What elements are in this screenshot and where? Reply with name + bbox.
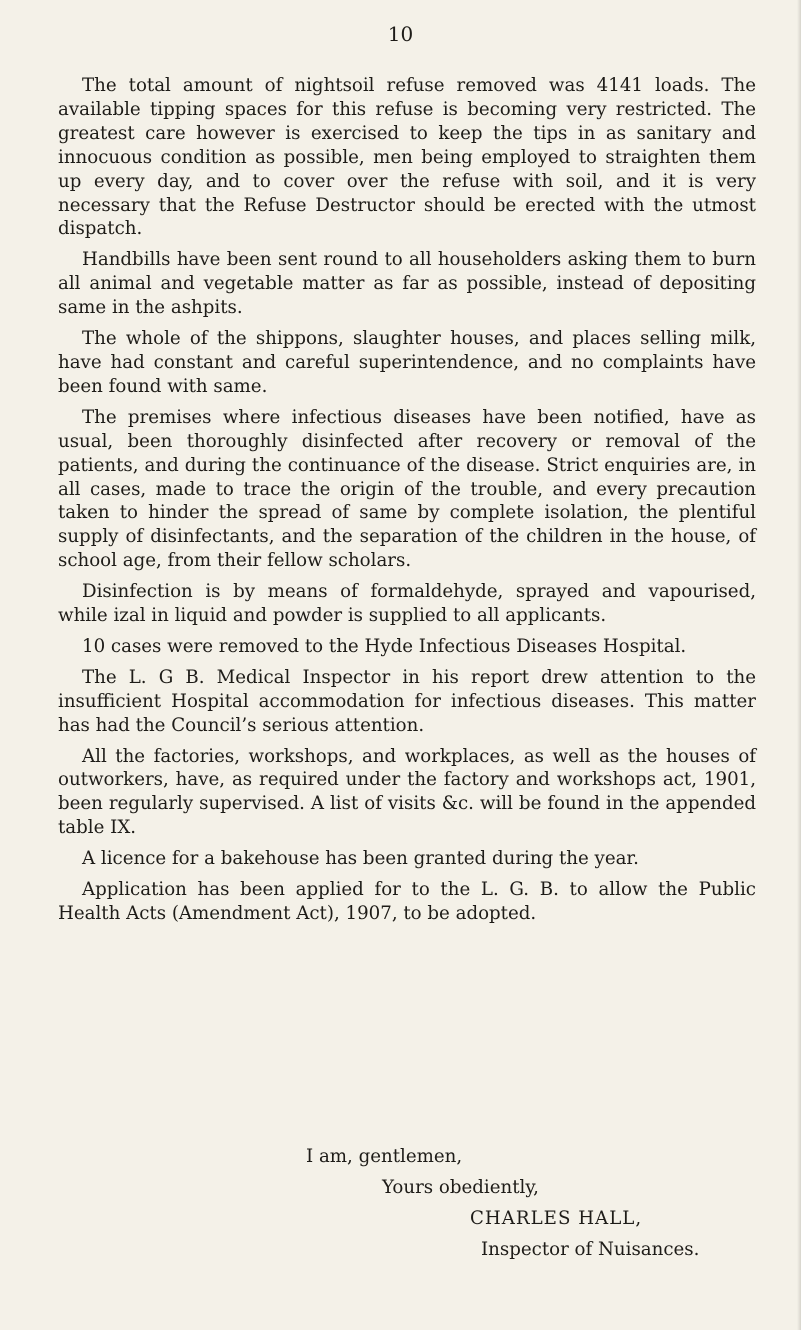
signature-title: Inspector of Nuisances. <box>481 1239 700 1260</box>
report-body <box>58 74 756 933</box>
paragraph-disinfection: Disinfection is by means of formaldehyde, sprayed and vapourised, while izal in liquid and powder is supplied to all applicants. <box>58 581 756 627</box>
paragraph-infectious-premises: The premises where infectious diseases have been notified, have as usual, been thoroughly disinfected after recovery or removal of the patients, and during the continuance of the disease. Strict enquiries are, in all cases, made to trace the origin of the trouble, and every precaution taken to hinder the spread of same by complete isolation, the plentiful supply of disinfectants, and the separation of the children in the house, of school age, from their fellow scholars. <box>58 406 756 572</box>
paragraph-hospital-cases: 10 cases were removed to the Hyde Infectious Diseases Hospital. <box>82 635 687 657</box>
paragraph-handbills: Handbills have been sent round to all householders asking them to burn all animal and vegetable matter as far as possible, instead of depositing same in the ashpits. <box>58 249 756 319</box>
paragraph-shippons: The whole of the shippons, slaughter houses, and places selling milk, have had constant and careful superintendence, and no complaints have been found with same. <box>58 328 756 397</box>
paragraph-factories: All the factories, workshops, and workplaces, as well as the houses of outworkers, have, as required under the factory and workshops act, 1901, been regularly supervised. A list of visits &c. will be found in the appended table IX. <box>58 745 756 839</box>
paragraph-bakehouse: A licence for a bakehouse has been granted during the year. <box>82 848 639 870</box>
signature-name: CHARLES HALL, <box>470 1208 643 1229</box>
valediction: Yours obediently, <box>382 1177 539 1198</box>
paragraph-nightsoil: The total amount of nightsoil refuse removed was 4141 loads. The available tipping spaces for this refuse is becoming very restricted. The greatest care however is exercised to keep the tips in as sanitary and innocuous condition as possible, men being employed to straighten them up every day, and to cover over the refuse with soil, and it is very necessary that the Refuse Destructor should be erected with the utmost dispatch. <box>58 75 756 240</box>
page-edge-shadow <box>797 0 801 1330</box>
page-number: 10 <box>387 22 414 46</box>
paragraph-application: Application has been applied for to the L. G. B. to allow the Public Health Acts (Amendment Act), 1907, to be adopted. <box>58 879 756 924</box>
paragraph-medical-inspector: The L. G B. Medical Inspector in his report drew attention to the insufficient Hospital accommodation for infectious diseases. This matter has had the Council’s serious attention. <box>58 666 756 736</box>
salutation: I am, gentlemen, <box>306 1146 463 1167</box>
